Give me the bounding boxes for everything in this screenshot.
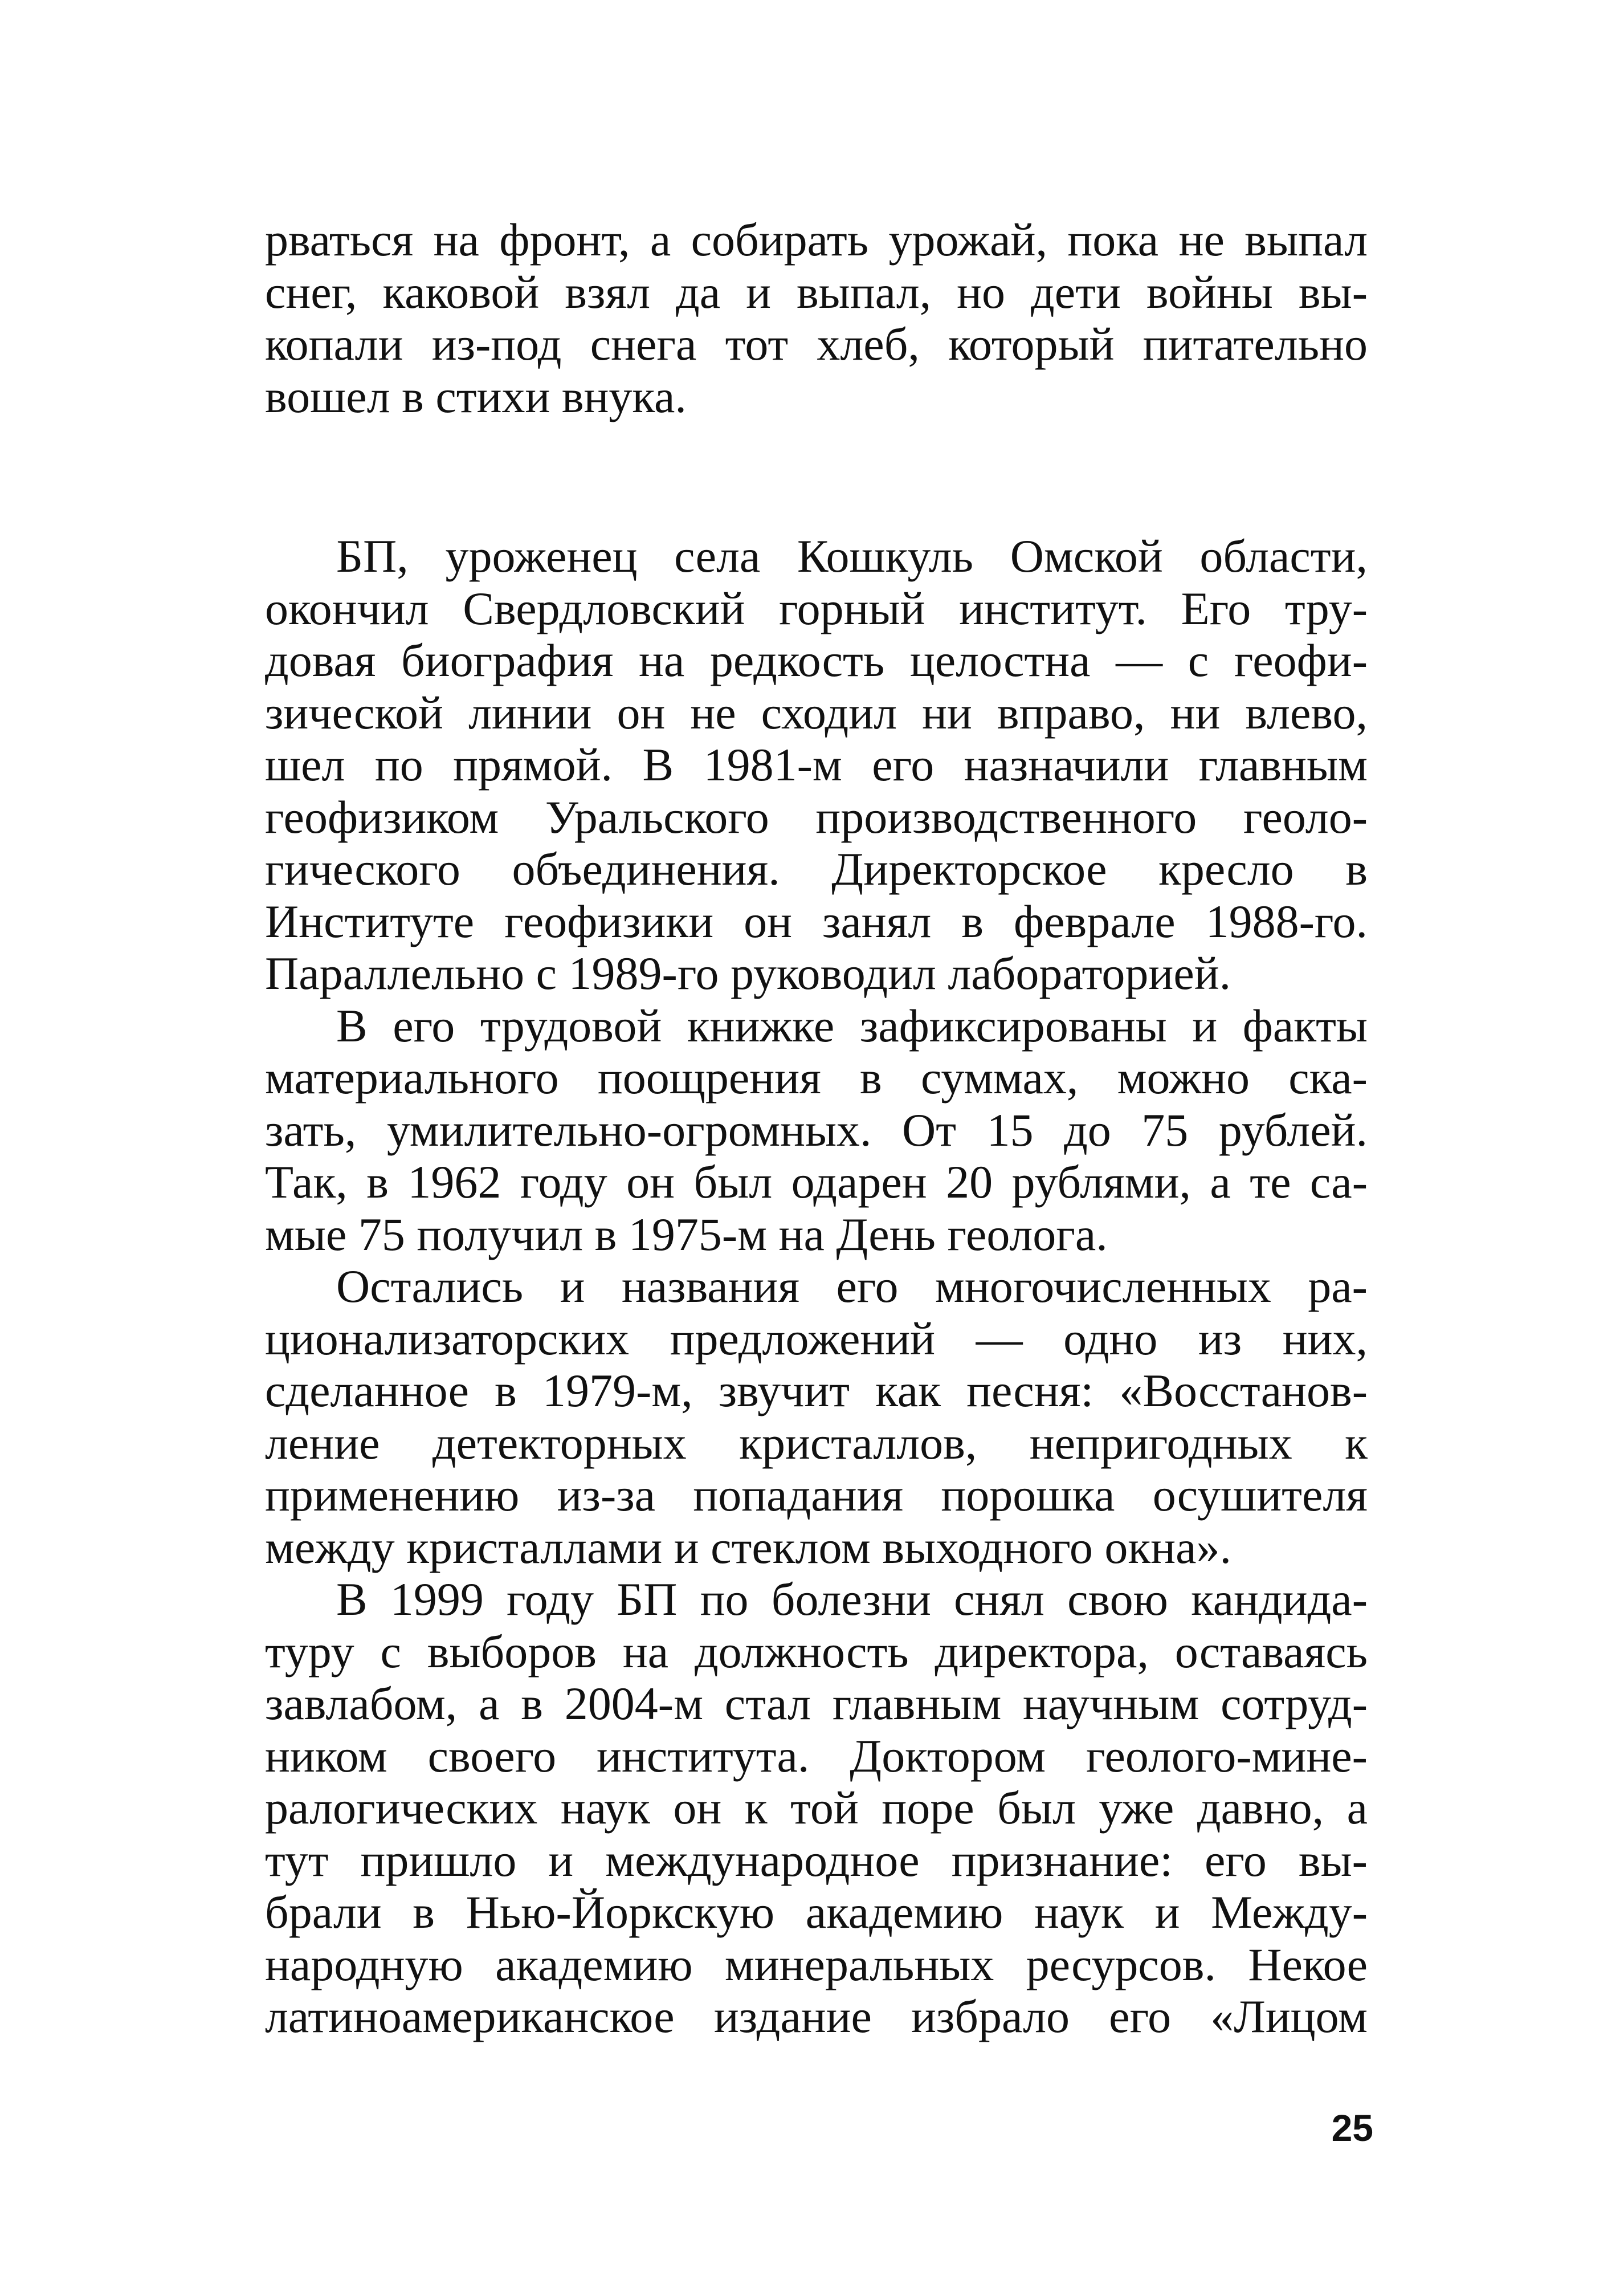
text-line: латиноамериканское издание избрало его «Лицом [265, 1990, 1368, 2042]
text-line: В его трудовой книжке зафиксированы и факты [336, 999, 1368, 1052]
text-line: между кристаллами и стеклом выходного окна». [265, 1521, 1231, 1573]
paragraph-career [265, 1573, 1368, 2043]
text-line: ралогических наук он к той поре был уже давно, а [265, 1782, 1368, 1834]
text-line: Параллельно с 1989-го руководил лабораторией. [265, 947, 1231, 999]
text-line: ционализаторских предложений — одно из них, [265, 1312, 1368, 1365]
paragraph-proposals [265, 1260, 1368, 1573]
text-line: завлабом, а в 2004-м стал главным научным сотруд- [265, 1678, 1368, 1729]
page-number: 25 [1331, 2107, 1373, 2149]
paragraph-awards [265, 1000, 1368, 1261]
text-line: шел по прямой. В 1981-м его назначили главным [265, 739, 1368, 791]
text-line: БП, уроженец села Кошкуль Омской области, [336, 530, 1368, 582]
text-line: вошел в стихи внука. [265, 370, 687, 422]
text-line: рваться на фронт, а собирать урожай, пока не выпал [265, 214, 1368, 266]
text-line: применению из-за попадания порошка осушителя [265, 1469, 1368, 1521]
text-line: окончил Свердловский горный институт. Его тру- [265, 582, 1368, 634]
text-line: Так, в 1962 году он был одарен 20 рублями, а те са- [265, 1156, 1368, 1208]
text-line: Остались и названия его многочисленных ра- [336, 1260, 1368, 1312]
text-line: материального поощрения в суммах, можно ска- [265, 1052, 1368, 1104]
text-line: Институте геофизики он занял в феврале 1988-го. [265, 895, 1368, 947]
text-line: брали в Нью-Йоркскую академию наук и Между- [265, 1886, 1368, 1938]
body-text [265, 530, 1368, 2043]
text-line: ление детекторных кристаллов, непригодных к [265, 1416, 1368, 1469]
text-line: народную академию минеральных ресурсов. Некое [265, 1938, 1368, 1990]
text-line: копали из-под снега тот хлеб, который питательно [265, 318, 1368, 370]
text-line: тут пришло и международное признание: его вы- [265, 1834, 1368, 1886]
text-line: ником своего института. Доктором геолого-мине- [265, 1729, 1368, 1782]
text-line: гического объединения. Директорское кресло в [265, 843, 1368, 895]
text-line: сделанное в 1979-м, звучит как песня: «Восстанов- [265, 1365, 1368, 1416]
text-line: зать, умилительно-огромных. От 15 до 75 рублей. [265, 1104, 1368, 1156]
text-line: довая биография на редкость целостна — с геофи- [265, 634, 1368, 686]
text-line: туру с выборов на должность директора, оставаясь [265, 1625, 1368, 1678]
text-line: зической линии он не сходил ни вправо, ни влево, [265, 686, 1368, 739]
text-line: мые 75 получил в 1975-м на День геолога. [265, 1208, 1108, 1260]
text-line: В 1999 году БП по болезни снял свою кандида- [336, 1573, 1368, 1625]
text-line: геофизиком Уральского производственного геоло- [265, 791, 1368, 843]
paragraph-biography [265, 530, 1368, 1000]
paragraph-fragment [265, 214, 1368, 422]
text-line: снег, каковой взял да и выпал, но дети войны вы- [265, 266, 1368, 318]
